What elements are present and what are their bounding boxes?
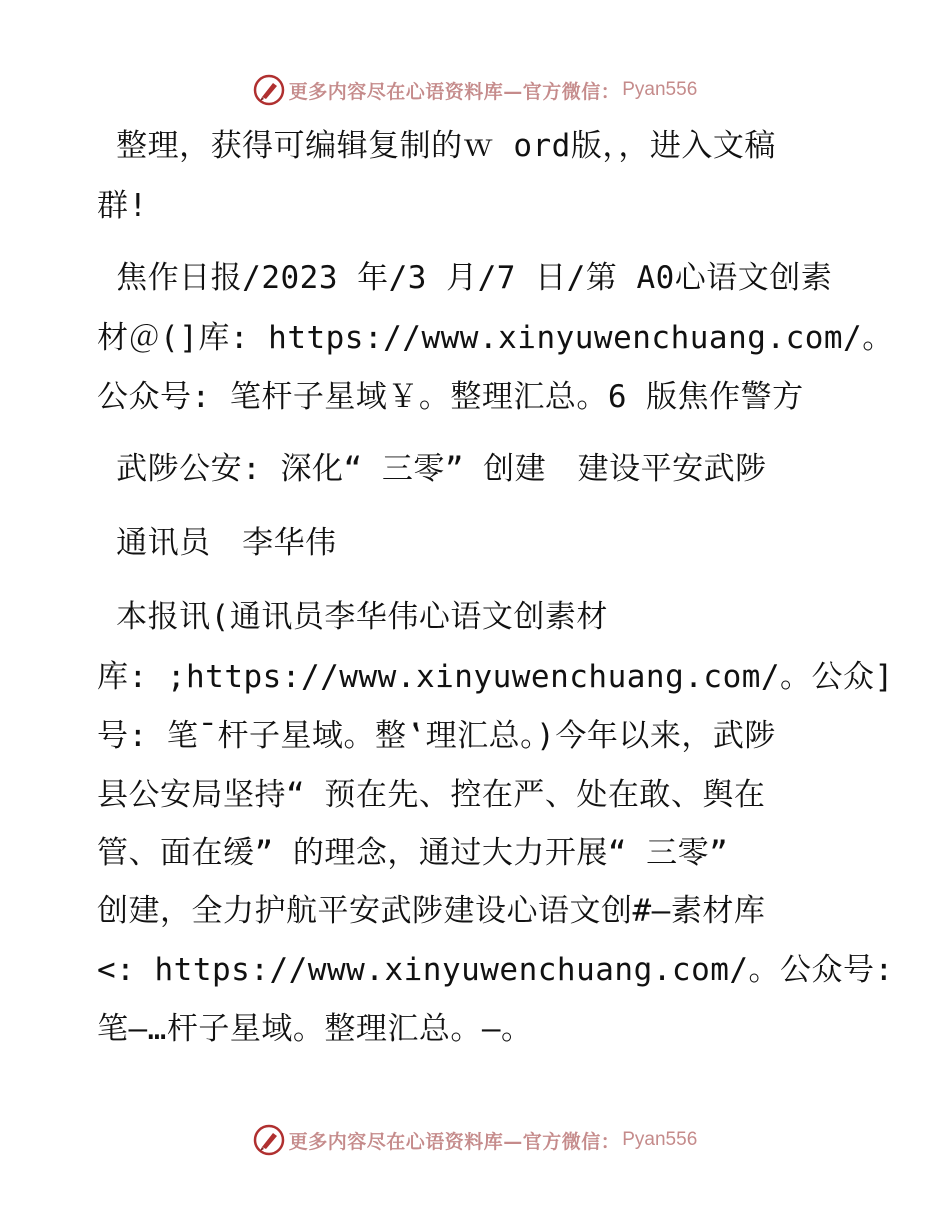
article-byline: 通讯员 李华伟 <box>97 525 337 561</box>
article-title: 武陟公安: 深化“ 三零” 创建 建设平安武陟 <box>97 451 767 487</box>
body-line: 材＠(]库: https://www.xinyuwenchuang.com/。 <box>97 320 894 356</box>
body-line: 号: 笔¯杆子星域。整‛理汇总。)今年以来，武陟 <box>97 718 776 754</box>
body-line: 公众号: 笔杆子星域￥。整理汇总。6 版焦作警方 <box>97 379 804 415</box>
body-line: 焦作日报/2023 年/3 月/7 日/第 A0心语文创素 <box>97 260 833 296</box>
banner-wechat-id: Pyan556 <box>622 1129 698 1150</box>
banner-promo-text: 更多内容尽在心语资料库—官方微信： <box>288 1130 621 1153</box>
footer-banner <box>0 1120 950 1160</box>
banner-promo-text: 更多内容尽在心语资料库—官方微信： <box>288 80 621 103</box>
body-line: 本报讯(通讯员李华伟心语文创素材 <box>97 599 608 635</box>
body-line: 群! <box>97 188 148 224</box>
body-line: 管、面在缓” 的理念，通过大力开展“ 三零” <box>97 835 729 871</box>
body-line: <: https://www.xinyuwenchuang.com/。公众号: <box>97 952 894 988</box>
body-line: 县公安局坚持“ 预在先、控在严、处在敢、舆在 <box>97 777 766 813</box>
body-line: 整理，获得可编辑复制的ｗ ord版，，进入文稿 <box>97 128 776 164</box>
quill-pen-logo-icon <box>253 1124 285 1156</box>
body-line: 笔—…杆子星域。整理汇总。—。 <box>97 1011 533 1047</box>
body-line: 库: ;https://www.xinyuwenchuang.com/。公众] <box>97 659 894 695</box>
banner-wechat-id: Pyan556 <box>622 79 698 100</box>
body-line: 创建，全力护航平安武陟建设心语文创#—素材库 <box>97 893 766 929</box>
